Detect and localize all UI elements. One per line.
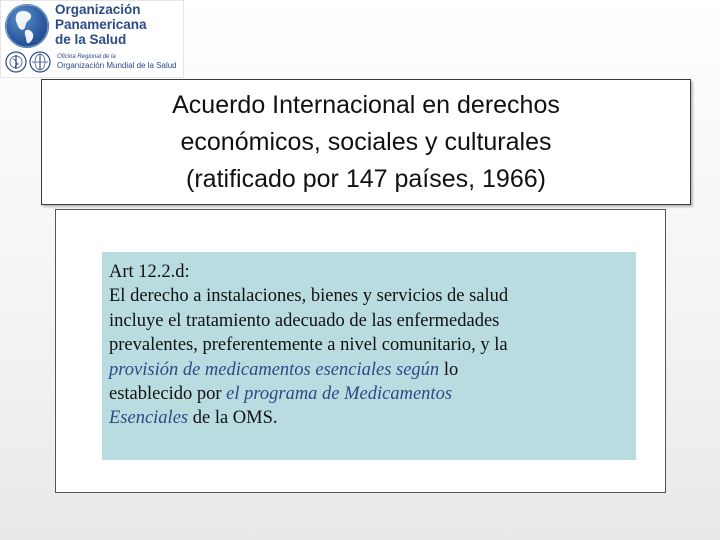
article-number: Art 12.2.d: (109, 262, 190, 282)
globe-icon (5, 4, 49, 48)
highlighted-phrase: Esenciales (109, 408, 189, 429)
organization-logo (0, 0, 184, 78)
organization-subtitle (57, 53, 183, 71)
organization-name-line: Panamericana (55, 17, 147, 32)
quote-line (109, 358, 635, 382)
article-quote-box (102, 252, 636, 460)
organization-name-line: Organización (55, 2, 141, 17)
quote-line: incluye el tratamiento adecuado de las enfermedades (109, 310, 500, 331)
organization-name-line: de la Salud (55, 32, 127, 47)
organization-subtitle-big: Organización Mundial de la Salud (57, 61, 177, 70)
organization-subtitle-small: Oficina Regional de la (57, 54, 116, 60)
slide-title-line: (ratificado por 147 países, 1966) (186, 164, 546, 193)
quote-line (109, 382, 635, 406)
who-emblem-icon (29, 51, 51, 73)
paho-emblem-icon (5, 51, 27, 73)
highlighted-phrase: provisión de medicamentos esenciales según (109, 359, 440, 380)
slide-title-line: económicos, sociales y culturales (180, 127, 552, 156)
highlighted-phrase: el programa de Medicamentos (226, 384, 453, 405)
organization-name (55, 2, 181, 47)
slide-title-line: Acuerdo Internacional en derechos (172, 90, 560, 119)
quote-line: prevalentes, preferentemente a nivel comunitario, y la (109, 335, 508, 356)
quote-line: El derecho a instalaciones, bienes y servicios de salud (109, 286, 509, 307)
quote-text-fragment: de la OMS. (188, 408, 278, 429)
quote-text-fragment: lo (439, 359, 459, 380)
quote-text-fragment: establecido por (109, 384, 227, 405)
article-quote-text (109, 260, 635, 431)
slide-title-box (41, 79, 691, 205)
quote-line (109, 406, 635, 430)
